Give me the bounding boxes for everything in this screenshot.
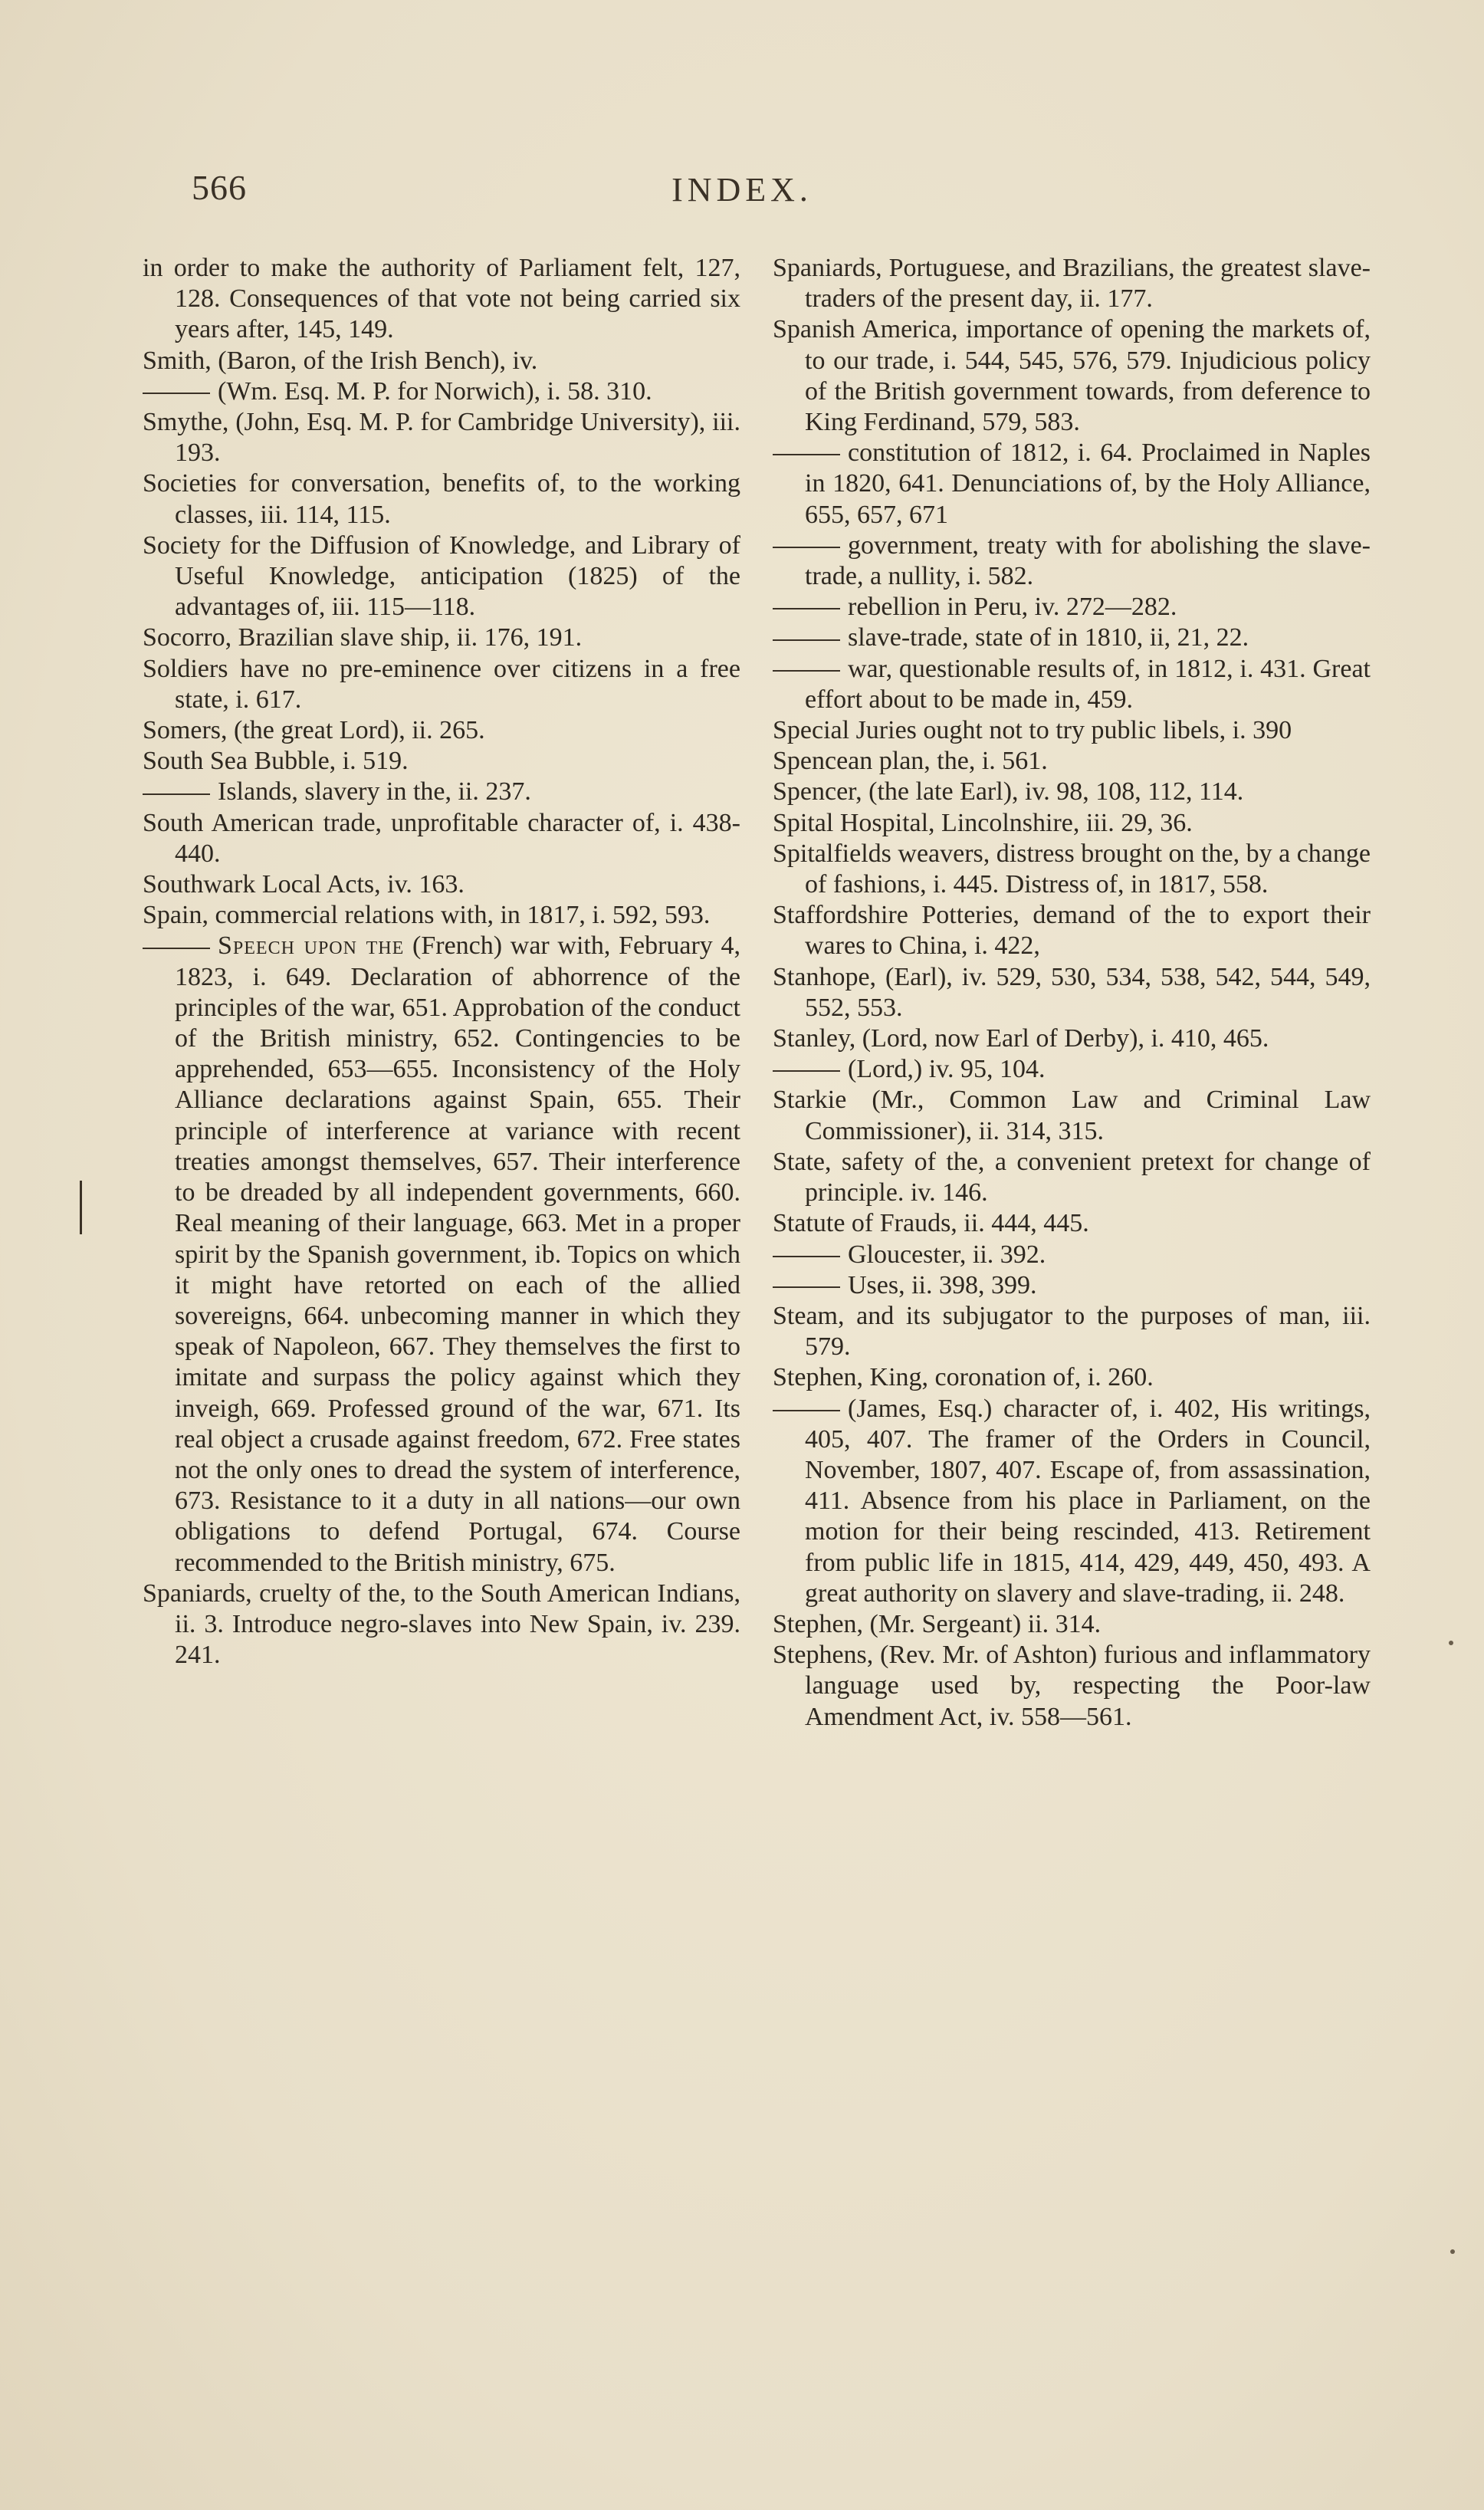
ditto-dash (773, 1070, 840, 1072)
index-column-left (143, 253, 740, 1671)
index-entry-text: Islands, slavery in the, ii. 237. (218, 777, 531, 807)
index-entry (773, 1301, 1371, 1362)
index-entry (143, 869, 740, 900)
index-entry-text: Spanish America, importance of opening the markets of, to our trade, i. 544, 545, 576, 579. Injudicious policy of the British government towards, from deference to King Ferdinand, 579, 583. (773, 315, 1371, 437)
index-entry (773, 1362, 1371, 1393)
index-column-right (773, 253, 1371, 1733)
index-entry (773, 962, 1371, 1023)
index-entry (143, 777, 740, 807)
ditto-dash (773, 1256, 840, 1257)
index-entry (773, 1023, 1371, 1054)
index-entry-text: South American trade, unprofitable character of, i. 438-440. (143, 808, 740, 868)
ditto-dash (143, 393, 210, 394)
ditto-dash (773, 1286, 840, 1288)
index-entry-text: rebellion in Peru, iv. 272—282. (848, 593, 1177, 622)
index-entry (773, 808, 1371, 839)
index-entry-text: (Wm. Esq. M. P. for Norwich), i. 58. 310. (218, 376, 652, 406)
index-entry (773, 839, 1371, 900)
index-entry-text: Spaniards, cruelty of the, to the South American Indians, ii. 3. Introduce negro-slaves into New Spain, iv. 239. 241. (143, 1579, 740, 1670)
index-entry (143, 715, 740, 746)
index-entry-text: Spital Hospital, Lincolnshire, iii. 29, 36. (773, 808, 1193, 837)
index-entry-text: Stephen, (Mr. Sergeant) ii. 314. (773, 1609, 1102, 1638)
ditto-dash (773, 1410, 840, 1411)
ditto-dash (773, 454, 840, 455)
index-entry-text: government, treaty with for abolishing the slave-trade, a nullity, i. 582. (805, 531, 1371, 591)
ditto-dash (773, 547, 840, 548)
page-header (0, 167, 1484, 213)
index-entry-text: State, safety of the, a convenient pretext for change of principle. iv. 146. (773, 1147, 1371, 1207)
index-entry-text: (Lord,) iv. 95, 104. (848, 1055, 1046, 1084)
page-number: 566 (192, 168, 247, 207)
index-entry-text: Society for the Diffusion of Knowledge, and Library of Useful Knowledge, anticipation (1825) of the advantages of, iii. 115—118. (143, 531, 740, 622)
index-entry (143, 808, 740, 869)
index-entry-text: Smith, (Baron, of the Irish Bench), iv. (143, 346, 538, 375)
ditto-dash (773, 639, 840, 641)
index-entry-text: Stanhope, (Earl), iv. 529, 530, 534, 538, 542, 544, 549, 552, 553. (773, 962, 1371, 1022)
index-entry-text: slave-trade, state of in 1810, ii, 21, 22. (848, 623, 1249, 652)
index-entry (773, 623, 1371, 653)
index-entry-text: Soldiers have no pre-eminence over citizens in a free state, i. 617. (143, 654, 740, 714)
index-entry-text: Gloucester, ii. 392. (848, 1240, 1046, 1269)
index-entry (773, 1609, 1371, 1640)
index-entry (773, 900, 1371, 961)
index-entry (143, 623, 740, 653)
index-entry (143, 346, 740, 376)
index-entry-text: Spain, commercial relations with, in 1817, i. 592, 593. (143, 901, 711, 930)
index-entry-text: Uses, ii. 398, 399. (848, 1270, 1037, 1299)
index-entry (143, 253, 740, 346)
index-entry-text: Spencer, (the late Earl), iv. 98, 108, 112, 114. (773, 777, 1244, 807)
index-entry (773, 777, 1371, 807)
index-entry (143, 746, 740, 777)
margin-mark (80, 1181, 82, 1234)
index-entry-text: Southwark Local Acts, iv. 163. (143, 870, 465, 899)
index-entry-text: (James, Esq.) character of, i. 402, His writings, 405, 407. The framer of the Orders in Council, November, 1807, 407. Escape of, from assassination, 411. Absence from his place in Parliament, on the motion for their being rescinded, 413. Retirement from public life in 1815, 414, 429, 449, 450, 493. A great authority on slavery and slave-trading, ii. 248. (805, 1394, 1371, 1608)
index-entry-text: Societies for conversation, benefits of, to the working classes, iii. 114, 115. (143, 469, 740, 529)
index-entry (143, 1579, 740, 1671)
ditto-dash (773, 608, 840, 609)
index-entry-text: Spaniards, Portuguese, and Brazilians, the greatest slave-traders of the present day, ii. 177. (773, 254, 1371, 314)
index-entry (773, 654, 1371, 715)
index-entry (773, 1640, 1371, 1733)
index-entry (773, 1147, 1371, 1208)
index-entry-text: South Sea Bubble, i. 519. (143, 747, 409, 776)
index-entry-text: Staffordshire Potteries, demand of the to export their wares to China, i. 422, (773, 901, 1371, 961)
index-entry (773, 715, 1371, 746)
index-entry (143, 931, 740, 1578)
index-entry (773, 1270, 1371, 1301)
index-entry (773, 592, 1371, 623)
paper-speck (1449, 1641, 1453, 1645)
index-entry-text: constitution of 1812, i. 64. Proclaimed in Naples in 1820, 641. Denunciations of, by the Holy Alliance, 655, 657, 671 (805, 439, 1371, 529)
index-entry-text: Socorro, Brazilian slave ship, ii. 176, 191. (143, 623, 583, 652)
index-entry (143, 531, 740, 623)
index-entry (773, 1240, 1371, 1270)
index-entry-text: in order to make the authority of Parliament felt, 127, 128. Consequences of that vote not being carried six years after, 145, 149. (143, 254, 740, 344)
index-entry (143, 468, 740, 530)
index-entry (773, 1054, 1371, 1085)
index-entry-text: Somers, (the great Lord), ii. 265. (143, 716, 485, 745)
ditto-dash (773, 670, 840, 672)
index-entry-text: Starkie (Mr., Common Law and Criminal Law Commissioner), ii. 314, 315. (773, 1086, 1371, 1145)
index-entry (773, 1208, 1371, 1239)
index-entry (143, 654, 740, 715)
index-entry (143, 376, 740, 407)
index-entry-text: Stanley, (Lord, now Earl of Derby), i. 410, 465. (773, 1024, 1269, 1053)
index-entry (773, 531, 1371, 592)
index-entry (773, 1394, 1371, 1609)
index-entry-text: Stephen, King, coronation of, i. 260. (773, 1363, 1154, 1392)
index-entry (143, 407, 740, 468)
ditto-dash (143, 793, 210, 795)
index-entry-text: Stephens, (Rev. Mr. of Ashton) furious and inflammatory language used by, respecting the Poor-law Amendment Act, iv. 558—561. (773, 1641, 1371, 1731)
index-entry-text: Spencean plan, the, i. 561. (773, 747, 1048, 776)
ditto-dash (143, 948, 210, 949)
index-entry (773, 1085, 1371, 1146)
index-entry-text: Statute of Frauds, ii. 444, 445. (773, 1209, 1089, 1238)
paper-speck (1450, 2249, 1455, 2254)
index-entry (773, 746, 1371, 777)
index-entry-text: (French) war with, February 4, 1823, i. 649. Declaration of abhorrence of the principles of the war, 651. Approbation of the conduct of the British ministry, 652. Contingencies to be apprehended, 653—655. Inconsistency of the Holy Alliance declarations against Spain, 655. Their principle of interference at variance with recent treaties amongst themselves, 657. Their interference to be dreaded by all independent governments, 660. Real meaning of their language, 663. Met in a proper spirit by the Spanish government, ib. Topics on which it might have retorted on each of the allied sovereigns, 664. unbecoming manner in which they speak of Napoleon, 667. They themselves the first to imitate and surpass the policy against which they inveigh, 669. Professed ground of the war, 671. Its real object a crusade against freedom, 672. Free states not the only ones to dread the system of interference, 673. Resistance to it a duty in all nations—our own obligations to defend Portugal, 674. Course recommended to the British ministry, 675. (175, 931, 740, 1577)
index-entry-text: Special Juries ought not to try public libels, i. 390 (773, 716, 1292, 745)
index-entry-text: war, questionable results of, in 1812, i. 431. Great effort about to be made in, 459. (805, 654, 1371, 714)
index-entry-text: Steam, and its subjugator to the purposes of man, iii. 579. (773, 1301, 1371, 1362)
small-caps-heading: Speech upon the (218, 931, 405, 961)
index-entry (773, 438, 1371, 531)
index-entry-text: Spitalfields weavers, distress brought on the, by a change of fashions, i. 445. Distress of, in 1817, 558. (773, 839, 1371, 899)
index-entry (773, 314, 1371, 438)
running-head: INDEX. (671, 171, 813, 209)
index-entry-text: Smythe, (John, Esq. M. P. for Cambridge University), iii. 193. (143, 408, 740, 468)
index-entry (773, 253, 1371, 314)
index-entry (143, 900, 740, 931)
